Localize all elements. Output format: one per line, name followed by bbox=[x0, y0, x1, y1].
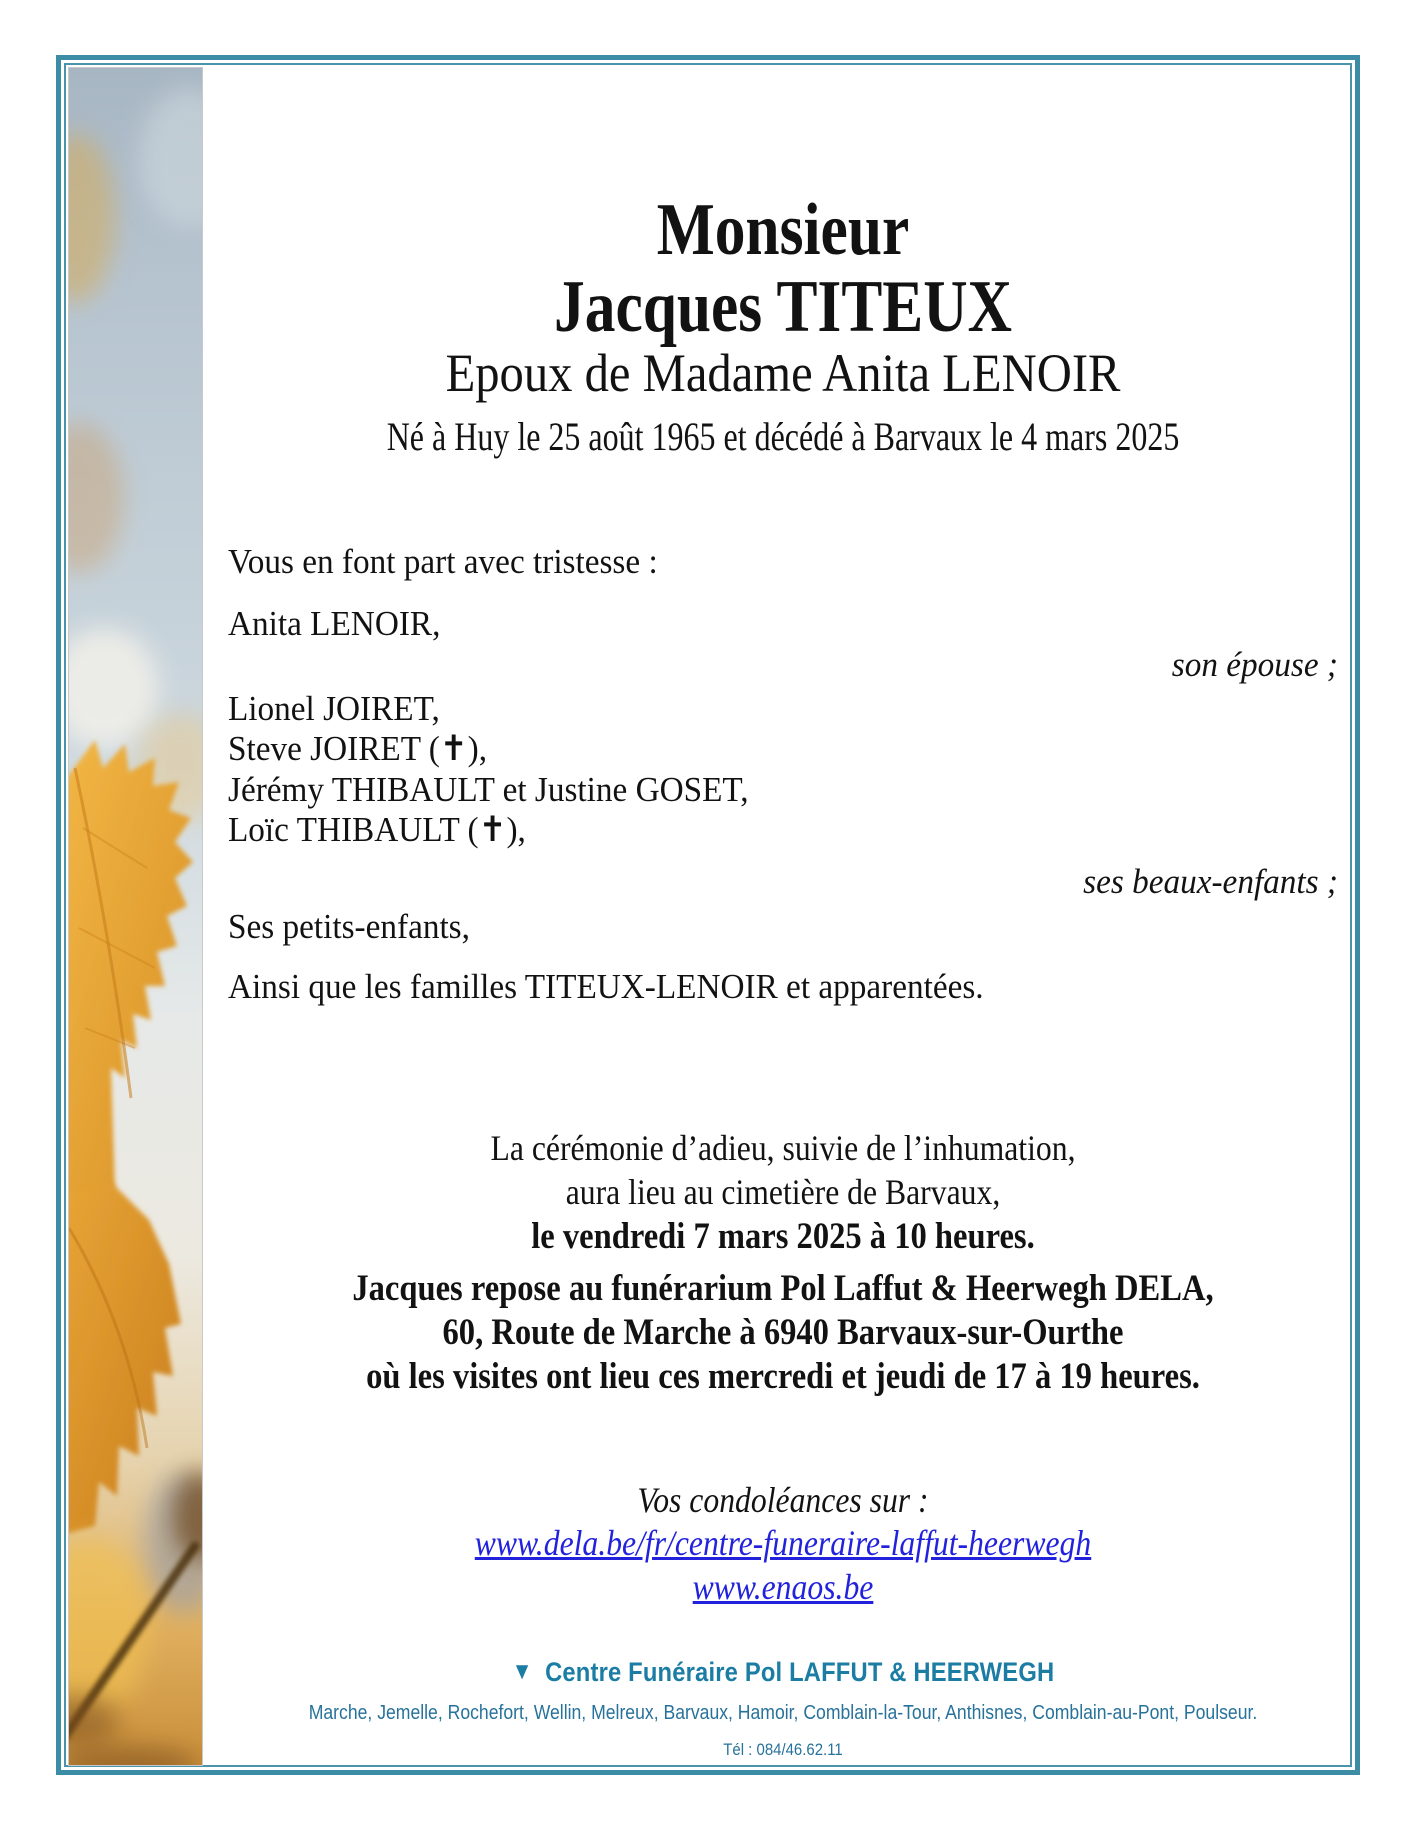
ceremony-date-time: le vendredi 7 mars 2025 à 10 heures. bbox=[531, 1216, 1035, 1257]
grandchildren-line: Ses petits-enfants, bbox=[228, 907, 470, 946]
condolences-link-wrapper bbox=[295, 1567, 1272, 1608]
stepchild-name: Lionel JOIRET, bbox=[228, 689, 440, 728]
subtitle-spouse-of: Epoux de Madame Anita LENOIR bbox=[445, 343, 1121, 403]
autumn-leaves-photo bbox=[68, 67, 203, 1766]
repose-line-1: Jacques repose au funérarium Pol Laffut & Heerwegh DELA, bbox=[352, 1268, 1214, 1309]
announcement-body bbox=[228, 0, 1338, 1833]
title-honorific: Monsieur bbox=[656, 189, 910, 271]
funeral-home-name: Centre Funéraire Pol LAFFUT & HEERWEGH bbox=[545, 1657, 1055, 1687]
funeral-home-locations: Marche, Jemelle, Rochefort, Wellin, Melreux, Barvaux, Hamoir, Comblain-la-Tour, Anthisnes, Comblain-au-Pont, Poulseur. bbox=[308, 1702, 1258, 1724]
ceremony-line-1: La cérémonie d’adieu, suivie de l’inhumation, bbox=[490, 1128, 1076, 1168]
stepchild-name: Steve JOIRET (✝), bbox=[228, 729, 488, 769]
families-line: Ainsi que les familles TITEUX-LENOIR et apparentées. bbox=[228, 967, 984, 1006]
autumn-leaves-illustration bbox=[69, 68, 202, 1765]
spouse-relation: son épouse ; bbox=[1171, 645, 1338, 684]
ceremony-line-2: aura lieu au cimetière de Barvaux, bbox=[565, 1172, 1001, 1212]
intro-line: Vous en font part avec tristesse : bbox=[228, 542, 658, 581]
triangle-down-icon: ▼ bbox=[511, 1658, 533, 1685]
repose-address: 60, Route de Marche à 6940 Barvaux-sur-Ourthe bbox=[442, 1312, 1124, 1353]
birth-death-dates: Né à Huy le 25 août 1965 et décédé à Barvaux le 4 mars 2025 bbox=[386, 414, 1180, 459]
stepchildren-list bbox=[228, 689, 1283, 850]
condolences-link-dela[interactable]: www.dela.be/fr/centre-funeraire-laffut-heerwegh bbox=[474, 1523, 1092, 1563]
spouse-name: Anita LENOIR, bbox=[228, 604, 441, 643]
condolences-label: Vos condoléances sur : bbox=[637, 1480, 929, 1520]
stepchildren-relation: ses beaux-enfants ; bbox=[1083, 862, 1338, 901]
funeral-home-title bbox=[295, 1657, 1272, 1688]
visits-hours: où les visites ont lieu ces mercredi et jeudi de 17 à 19 heures. bbox=[366, 1356, 1200, 1397]
funeral-home-phone: Tél : 084/46.62.11 bbox=[723, 1740, 843, 1759]
condolences-link-wrapper bbox=[295, 1523, 1272, 1564]
stepchild-name: Jérémy THIBAULT et Justine GOSET, bbox=[228, 769, 749, 809]
stepchild-name: Loïc THIBAULT (✝), bbox=[228, 809, 526, 849]
title-deceased-name: Jacques TITEUX bbox=[554, 266, 1012, 348]
condolences-link-enaos[interactable]: www.enaos.be bbox=[692, 1567, 874, 1607]
